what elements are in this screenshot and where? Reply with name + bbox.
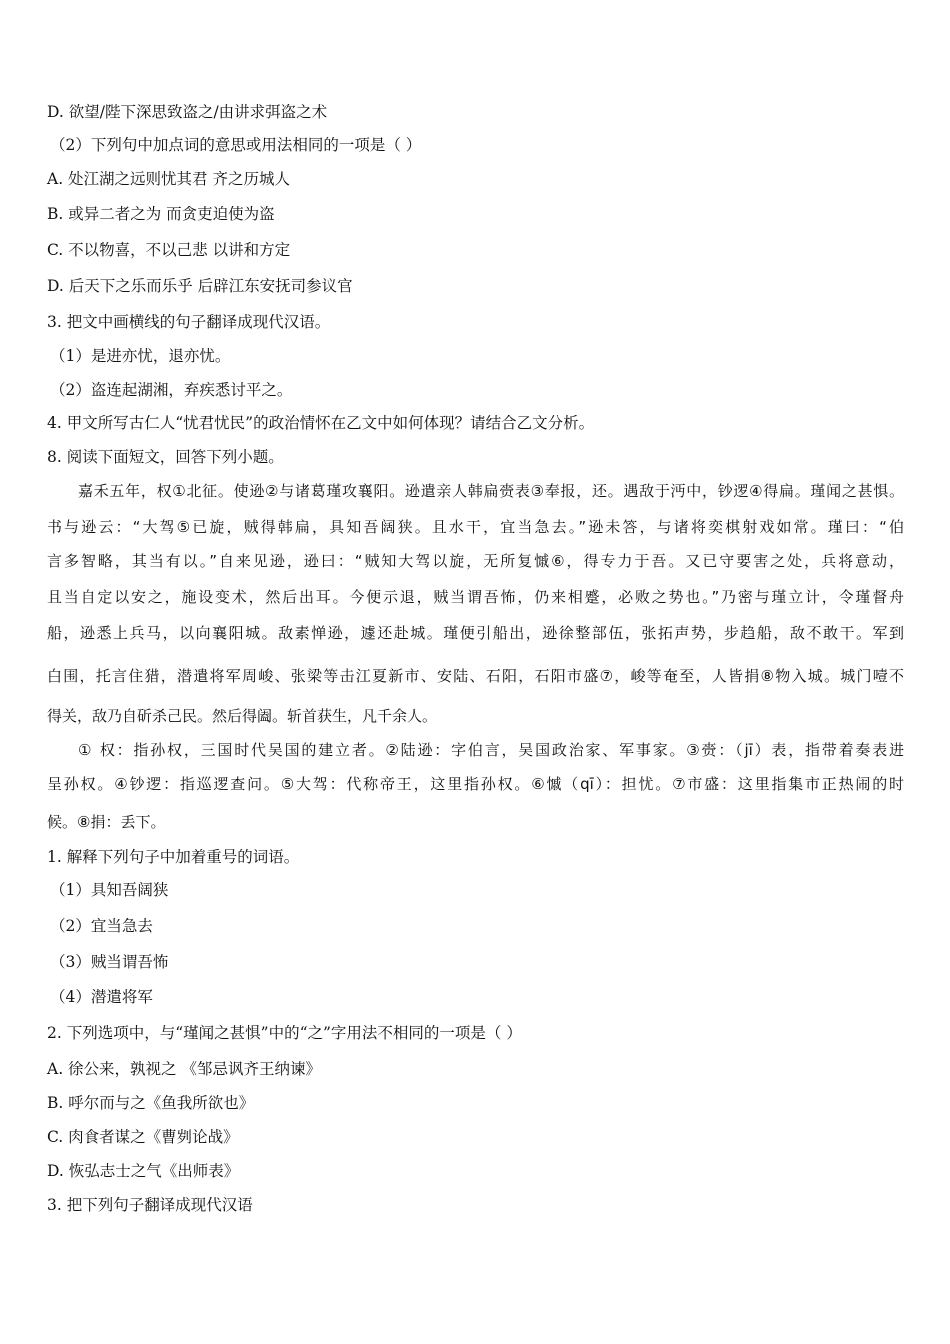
question-line: 2. 下列选项中，与“瑾闻之甚惧”中的“之”字用法不相同的一项是（ ）	[47, 1024, 522, 1042]
passage-line: 且当自定以安之，施设变术，然后出耳。今便示退，贼当谓吾怖，仍来相蹙，必败之势也。”乃密与瑾立计，令瑾督舟	[47, 588, 904, 606]
question-line: B. 呼尔而与之《鱼我所欲也》	[47, 1094, 255, 1112]
question-line: （2）宜当急去	[50, 917, 153, 935]
question-line: 3. 把下列句子翻译成现代汉语	[47, 1196, 253, 1214]
passage-line: 嘉禾五年，权①北征。使逊②与诸葛瑾攻襄阳。逊遣亲人韩扁赍表③奉报，还。遇敌于沔中，钞逻④得扁。瑾闻之甚惧。	[78, 482, 904, 500]
annotation-line: 呈孙权。④钞逻：指巡逻查问。⑤大驾：代称帝王，这里指孙权。⑥慽（qī）：担忧。⑦市盛：这里指集市正热闹的时	[47, 775, 904, 793]
question-line: （2）盗连起湖湘，弃疾悉讨平之。	[50, 381, 293, 399]
question-line: （3）贼当谓吾怖	[50, 953, 169, 971]
question-line: 3. 把文中画横线的句子翻译成现代汉语。	[47, 313, 331, 331]
passage-line: 得关，敌乃自斫杀己民。然后得阖。斩首获生，凡千余人。	[47, 707, 438, 725]
question-line: C. 不以物喜，不以己悲 以讲和方定	[47, 241, 291, 259]
question-line: D. 后天下之乐而乐乎 后辟江东安抚司参议官	[47, 277, 353, 295]
question-line: 4. 甲文所写古仁人“忧君忧民”的政治情怀在乙文中如何体现？请结合乙文分析。	[47, 414, 595, 432]
passage-line: 言多智略，其当有以。”自来见逊，逊曰：“贼知大驾以旋，无所复慽⑥，得专力于吾。又已守要害之处，兵将意动，	[47, 552, 904, 570]
question-line: A. 处江湖之远则忧其君 齐之历城人	[47, 170, 290, 188]
question-line: （2）下列句中加点词的意思或用法相同的一项是（ ）	[50, 136, 422, 154]
question-line: A. 徐公来，孰视之 《邹忌讽齐王纳谏》	[47, 1060, 321, 1078]
question-line: （4）潜遣将军	[50, 988, 153, 1006]
annotation-line: ① 权：指孙权，三国时代吴国的建立者。②陆逊：字伯言，吴国政治家、军事家。③赍：（jī）表，指带着奏表进	[78, 741, 904, 759]
question-line: （1）是进亦忧，退亦忧。	[50, 347, 231, 365]
question-line: D. 恢弘志士之气《出师表》	[47, 1162, 240, 1180]
question-line: C. 肉食者谋之《曹刿论战》	[47, 1128, 239, 1146]
question-line: 1. 解释下列句子中加着重号的词语。	[47, 848, 300, 866]
question-line: （1）具知吾阔狭	[50, 881, 169, 899]
annotation-line: 候。⑧捐：丢下。	[47, 813, 166, 831]
passage-line: 白围，托言住猎，潜遣将军周峻、张梁等击江夏新市、安陆、石阳，石阳市盛⑦，峻等奄至，人皆捐⑧物入城。城门噎不	[47, 667, 904, 685]
question-line: B. 或异二者之为 而贪吏迫使为盗	[47, 205, 275, 223]
question-line: D. 欲望/陛下深思致盗之/由讲求弭盗之术	[47, 103, 328, 121]
passage-line: 船，逊悉上兵马，以向襄阳城。敌素惮逊，遽还赴城。瑾便引船出，逊徐整部伍，张拓声势，步趋船，敌不敢干。军到	[47, 624, 904, 642]
question-line: 8. 阅读下面短文，回答下列小题。	[47, 448, 284, 466]
passage-line: 书与逊云：“大驾⑤已旋，贼得韩扁，具知吾阔狭。且水干，宜当急去。”逊未答，与诸将奕棋射戏如常。瑾曰：“伯	[47, 518, 904, 536]
